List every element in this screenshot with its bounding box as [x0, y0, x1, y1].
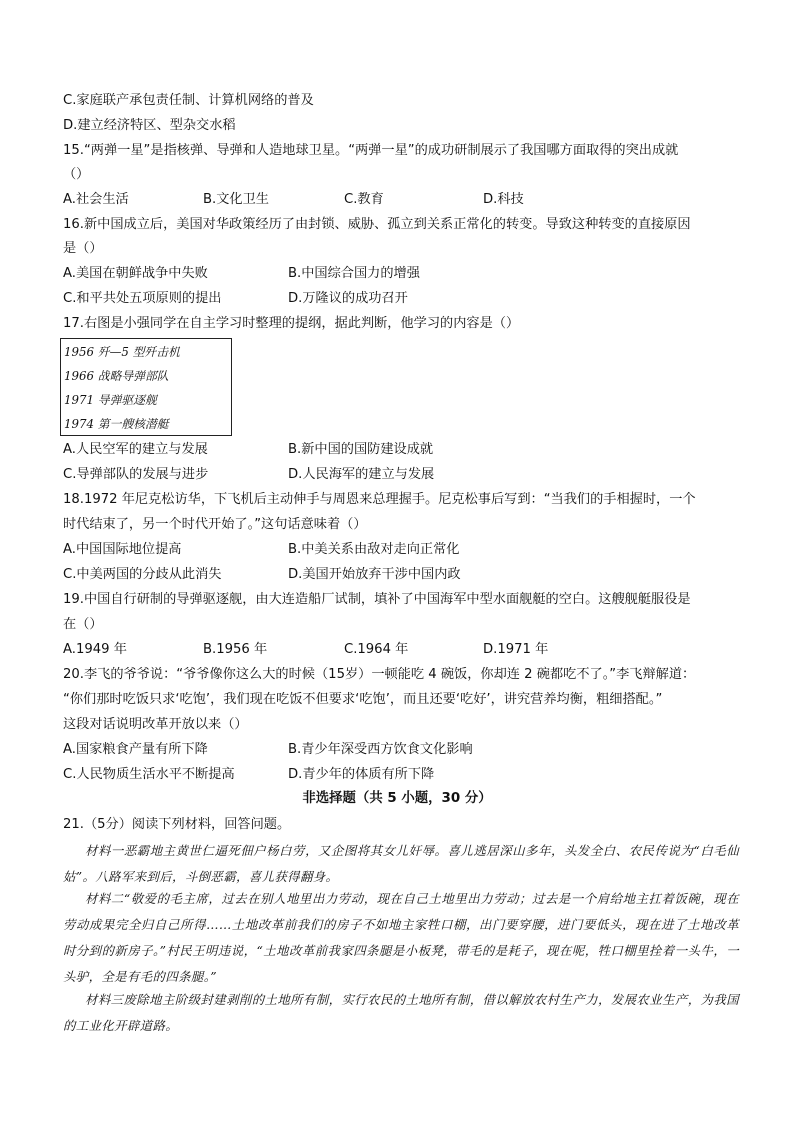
outline-item: 1956 歼—5 型歼击机 — [64, 345, 180, 359]
q16-option-b: B.中国综合国力的增强 — [288, 266, 420, 281]
outline-item: 1971 导弹驱逐舰 — [64, 393, 157, 407]
q20-option-c: C.人民物质生活水平不断提高 — [63, 767, 235, 782]
q16-option-a: A.美国在朝鲜战争中失败 — [63, 266, 208, 281]
q15-stem: 15.“两弹一星”是指核弹、导弹和人造地球卫星。“两弹一星”的成功研制展示了我国哪方面取得的突出成就 — [63, 143, 679, 158]
q19-option-a: A.1949 年 — [63, 642, 127, 657]
q19-option-c: C.1964 年 — [344, 642, 409, 657]
q17-stem: 17.右图是小强同学在自主学习时整理的提纲，据此判断，他学习的内容是（） — [63, 316, 520, 331]
q18-option-d: D.美国开始放弃干涉中国内政 — [288, 567, 461, 582]
q19-stem: 19.中国自行研制的导弹驱逐舰，由大连造船厂试制，填补了中国海军中型水面舰艇的空白。这艘舰艇服役是 — [63, 592, 691, 607]
q18-stem: 18.1972 年尼克松访华，下飞机后主动伸手与周恩来总理握手。尼克松事后写到：“当我们的手相握时，一个 — [63, 492, 696, 507]
q20-stem-cont2: 这段对话说明改革开放以来（） — [63, 717, 248, 732]
q20-option-a: A.国家粮食产量有所下降 — [63, 742, 208, 757]
q19-option-d: D.1971 年 — [483, 642, 549, 657]
q15-option-c: C.教育 — [344, 192, 384, 207]
q18-option-b: B.中美关系由敌对走向正常化 — [288, 542, 460, 557]
q15-option-b: B.文化卫生 — [203, 192, 269, 207]
q20-option-b: B.青少年深受西方饮食文化影响 — [288, 742, 473, 757]
q21-stem: 21.（5分）阅读下列材料，回答问题。 — [63, 817, 291, 832]
q17-option-c: C.导弹部队的发展与进步 — [63, 467, 209, 482]
q16-stem: 16.新中国成立后，美国对华政策经历了由封锁、威胁、孤立到关系正常化的转变。导致这种转变的直接原因 — [63, 217, 691, 232]
q21-material-2: 材料二“敬爱的毛主席，过去在别人地里出力劳动，现在自己土地里出力劳动；过去是一个肩给地主扛着饭碗，现在劳动成果完全归自己所得……土地改革前我们的房子不如地主家牲口棚，出门要穿腰，进门要低头，现在进了土地改革时分到的新房子。”村民王明违说，“土地改革前我家四条腿是小板凳，带毛的是耗子，现在呢，牲口棚里拴着一头牛，一头驴，全是有毛的四条腿。” — [63, 891, 739, 984]
q17-option-a: A.人民空军的建立与发展 — [63, 442, 208, 457]
q14-option-d: D.建立经济特区、型杂交水稻 — [63, 118, 236, 133]
q20-option-d: D.青少年的体质有所下降 — [288, 767, 435, 782]
q19-stem-cont: 在（） — [63, 617, 103, 632]
q16-stem-cont: 是（） — [63, 241, 103, 256]
q19-option-b: B.1956 年 — [203, 642, 268, 657]
outline-item: 1966 战略导弹部队 — [64, 369, 169, 383]
q15-option-a: A.社会生活 — [63, 192, 129, 207]
q15-stem-cont: （） — [63, 167, 90, 182]
q16-option-c: C.和平共处五项原则的提出 — [63, 291, 222, 306]
section-heading: 非选择题（共 5 小题，30 分） — [302, 791, 492, 806]
q20-stem-cont: “你们那时吃饭只求‘吃饱’，我们现在吃饭不但要求‘吃饱’，而且还要‘吃好’，讲究营养均衡，粗细搭配。” — [63, 692, 663, 707]
q21-material-3: 材料三废除地主阶级封建剥削的土地所有制，实行农民的土地所有制，借以解放农村生产力，发展农业生产，为我国的工业化开辟道路。 — [63, 992, 739, 1033]
q15-option-d: D.科技 — [483, 192, 524, 207]
q18-option-a: A.中国国际地位提高 — [63, 542, 182, 557]
outline-item: 1974 第一艘核潜艇 — [64, 417, 169, 431]
q21-material-1: 材料一恶霸地主黄世仁逼死佃户杨白劳，又企图将其女儿奸辱。喜儿逃居深山多年，头发全白、农民传说为“白毛仙姑”。八路军来到后，斗倒恶霸，喜儿获得翻身。 — [63, 843, 739, 884]
q18-option-c: C.中美两国的分歧从此消失 — [63, 567, 222, 582]
q16-option-d: D.万隆议的成功召开 — [288, 291, 408, 306]
q17-outline-box — [60, 338, 232, 436]
q17-option-b: B.新中国的国防建设成就 — [288, 442, 434, 457]
q17-option-d: D.人民海军的建立与发展 — [288, 467, 435, 482]
q20-stem: 20.李飞的爷爷说：“爷爷像你这么大的时候（15岁）一顿能吃 4 碗饭，你却连 2 碗都吃不了。”李飞辩解道： — [63, 667, 696, 682]
q14-option-c: C.家庭联产承包责任制、计算机网络的普及 — [63, 93, 314, 108]
q18-stem-cont: 时代结束了，另一个时代开始了。”这句话意味着（） — [63, 517, 367, 532]
